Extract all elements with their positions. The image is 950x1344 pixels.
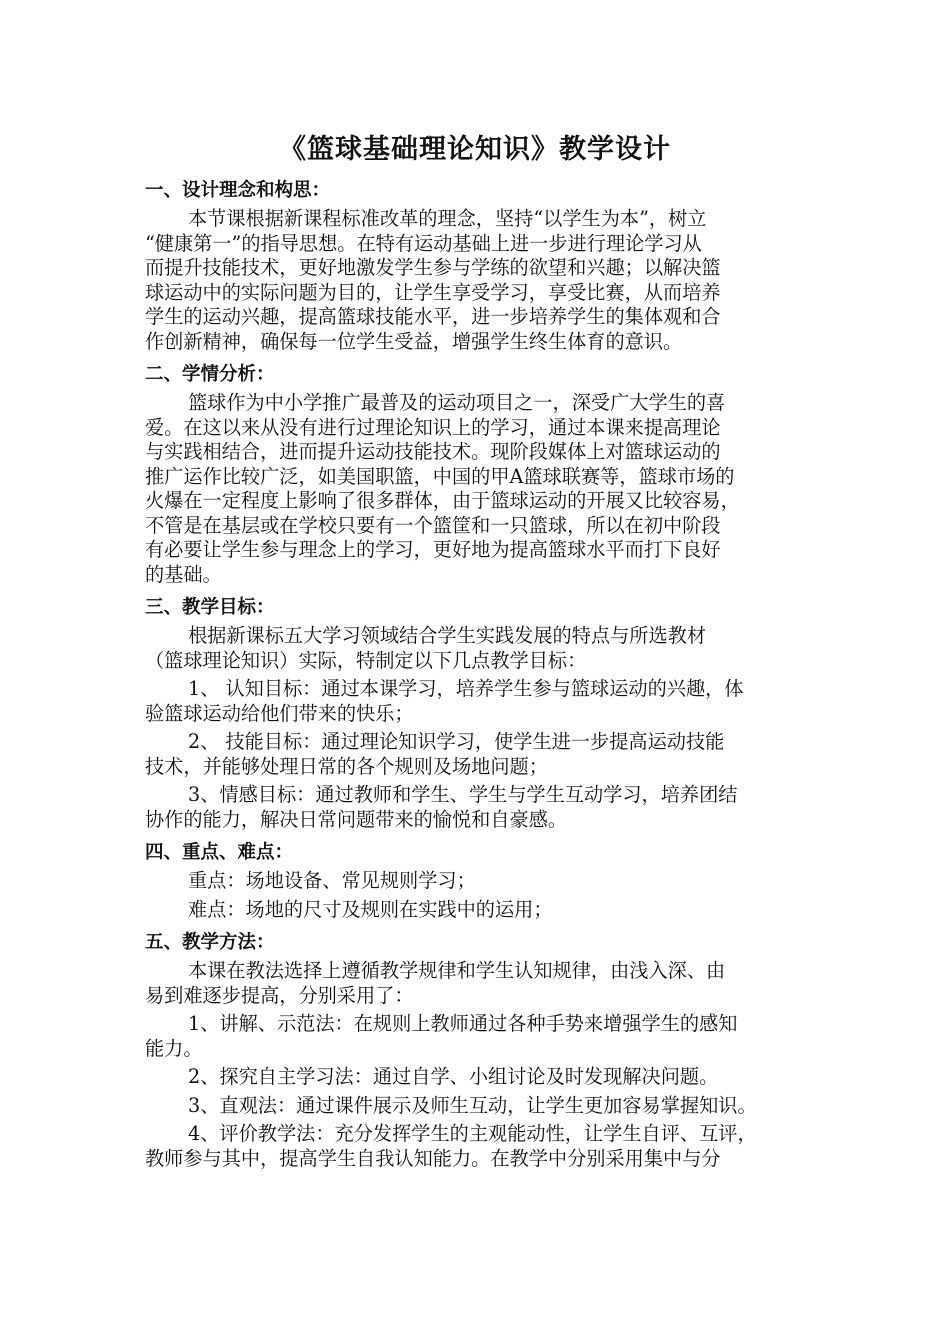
text-line: 的基础。 [145, 562, 222, 586]
document-body [145, 179, 813, 1175]
text-line: 不管是在基层或在学校只要有一个篮筐和一只篮球，所以在初中阶段 [145, 513, 721, 537]
paragraph-emotional-goal [145, 783, 813, 832]
text-line: 2、 技能目标：通过理论知识学习，使学生进一步提高运动技能 [188, 730, 725, 753]
text-line: 易到难逐步提高，分别采用了： [145, 983, 414, 1007]
text-line: 本节课根据新课程标准改革的理念，坚持“以学生为本”，树立 [188, 207, 707, 230]
text-line: 作创新精神，确保每一位学生受益，增强学生终生体育的意识。 [145, 329, 683, 353]
paragraph-skill-goal [145, 730, 813, 779]
paragraph-key-point [145, 869, 813, 894]
paragraph-methods-intro [145, 959, 813, 1008]
section-heading-design-concept: 一、设计理念和构思： [145, 180, 331, 201]
text-line: 根据新课标五大学习领域结合学生实践发展的特点与所选教材 [188, 624, 707, 647]
text-line: 难点：场地的尺寸及规则在实践中的运用； [188, 897, 553, 921]
text-line: 火爆在一定程度上影响了很多群体，由于篮球运动的开展又比较容易， [145, 489, 740, 512]
paragraph-goals-intro [145, 624, 813, 673]
text-line: “健康第一”的指导思想。在特有运动基础上进一步进行理论学习从 [145, 231, 702, 255]
paragraph-student-analysis [145, 391, 813, 587]
text-line: 学生的运动兴趣，提高篮球技能水平，进一步培养学生的集体观和合 [145, 305, 721, 328]
text-line: 3、情感目标：通过教师和学生、学生与学生互动学习，培养团结 [188, 783, 738, 806]
text-line: 推广运作比较广泛，如美国职篮，中国的甲A篮球联赛等，篮球市场的 [145, 464, 735, 488]
text-line: 4、评价教学法：充分发挥学生的主观能动性，让学生自评、互评， [188, 1122, 757, 1145]
text-line: 3、直观法：通过课件展示及师生互动，让学生更加容易掌握知识。 [188, 1093, 757, 1117]
paragraph-method-explain [145, 1012, 813, 1061]
text-line: 技术，并能够处理日常的各个规则及场地问题； [145, 754, 548, 778]
text-line: 篮球作为中小学推广最普及的运动项目之一，深受广大学生的喜 [188, 391, 726, 414]
text-line: 能力。 [145, 1036, 203, 1060]
section-heading-teaching-methods: 五、教学方法： [145, 932, 275, 953]
text-line: 而提升技能技术，更好地激发学生参与学练的欲望和兴趣；以解决篮 [145, 256, 721, 279]
document-title: 《篮球基础理论知识》教学设计 [279, 134, 671, 165]
paragraph-method-explore [145, 1065, 813, 1090]
section-heading-teaching-goals: 三、教学目标： [145, 597, 275, 618]
text-line: 1、 认知目标：通过本课学习，培养学生参与篮球运动的兴趣，体 [188, 677, 744, 700]
text-line: 爱。在这以来从没有进行过理论知识上的学习，通过本课来提高理论 [145, 415, 721, 439]
text-line: 验篮球运动给他们带来的快乐； [145, 701, 414, 725]
text-line: 有必要让学生参与理念上的学习，更好地为提高篮球水平而打下良好 [145, 538, 721, 561]
text-line: 1、讲解、示范法：在规则上教师通过各种手势来增强学生的感知 [188, 1012, 738, 1035]
text-line: 重点：场地设备、常见规则学习； [188, 869, 476, 892]
paragraph-design-concept [145, 207, 813, 354]
text-line: 球运动中的实际问题为目的，让学生享受学习，享受比赛，从而培养 [145, 280, 721, 304]
text-line: 本课在教法选择上遵循教学规律和学生认知规律，由浅入深、由 [188, 959, 726, 982]
text-line: （篮球理论知识）实际，特制定以下几点教学目标： [145, 648, 587, 672]
paragraph-method-evaluate [145, 1122, 813, 1171]
section-heading-student-analysis: 二、学情分析： [145, 364, 275, 385]
paragraph-difficult-point [145, 898, 813, 923]
paragraph-method-visual [145, 1094, 813, 1119]
paragraph-cognitive-goal [145, 677, 813, 726]
section-heading-key-points: 四、重点、难点： [145, 842, 294, 863]
text-line: 与实践相结合，进而提升运动技能技术。现阶段媒体上对篮球运动的 [145, 440, 721, 463]
text-line: 协作的能力，解决日常问题带来的愉悦和自豪感。 [145, 807, 568, 831]
text-line: 教师参与其中，提高学生自我认知能力。在教学中分别采用集中与分 [145, 1146, 721, 1170]
text-line: 2、探究自主学习法：通过自学、小组讨论及时发现解决问题。 [188, 1065, 719, 1088]
